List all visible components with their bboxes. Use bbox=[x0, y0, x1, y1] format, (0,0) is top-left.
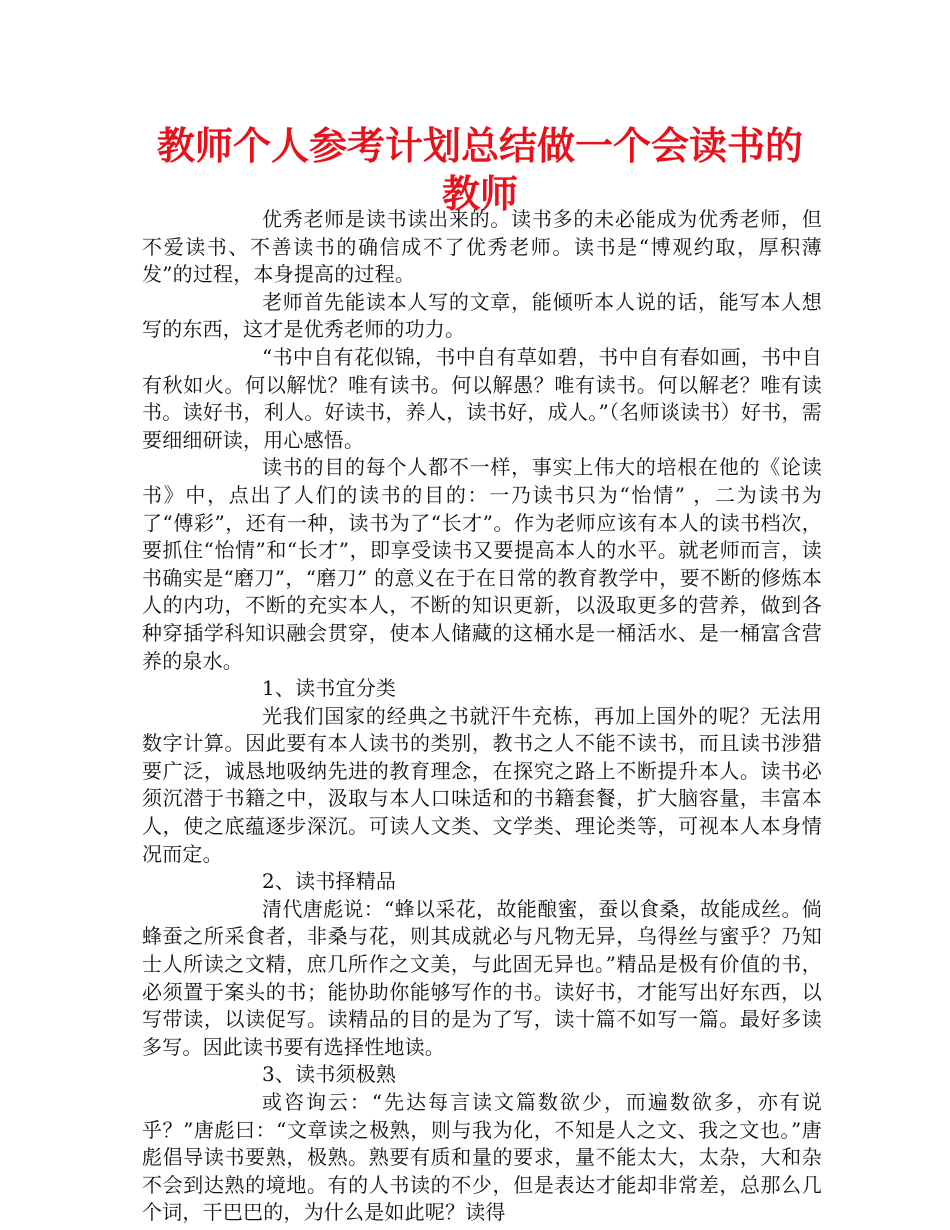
section-heading: 3、读书须极熟 bbox=[262, 1062, 397, 1087]
document-title: 教师个人参考计划总结做一个会读书的教师 bbox=[156, 124, 803, 216]
paragraph: 优秀老师是读书读出来的。读书多的未必能成为优秀老师，但不爱读书、不善读书的确信成不了优秀老师。读书是“博观约取，厚积薄发”的过程，本身提高的过程。 bbox=[142, 207, 822, 287]
paragraph: 老师首先能读本人写的文章，能倾听本人说的话，能写本人想写的东西，这才是优秀老师的功力。 bbox=[142, 289, 822, 342]
paragraph: 光我们国家的经典之书就汗牛充栋，再加上国外的呢？无法用数字计算。因此要有本人读书的类别，教书之人不能不读书，而且读书涉猎要广泛，诚恳地吸纳先进的教育理念，在探究之路上不断提升本人。读书必须沉潜于书籍之中，汲取与本人口味适和的书籍套餐，扩大脑容量，丰富本人，使之底蕴逐步深沉。可读人文类、文学类、理论类等，可视本人本身情况而定。 bbox=[142, 703, 822, 866]
section-heading: 1、读书宜分类 bbox=[262, 676, 397, 701]
paragraph: 或咨询云：“先达每言读文篇数欲少，而遍数欲多，亦有说乎？”唐彪曰：“文章读之极熟，则与我为化，不知是人之文、我之文也。”唐彪倡导读书要熟，极熟。熟要有质和量的要求，量不能太大，太杂，大和杂不会到达熟的境地。有的人书读的不少，但是表达才能却非常差，总那么几个词，干巴巴的，为什么是如此呢？读得 bbox=[142, 1090, 822, 1225]
document-body bbox=[142, 206, 822, 1227]
paragraph: “书中自有花似锦，书中自有草如碧，书中自有春如画，书中自有秋如火。何以解忧？唯有读书。何以解愚？唯有读书。何以解老？唯有读书。读好书，利人。好读书，养人，读书好，成人。”（名师谈读书）好书，需要细细研读，用心感悟。 bbox=[142, 344, 822, 452]
paragraph: 读书的目的每个人都不一样，事实上伟大的培根在他的《论读书》中，点出了人们的读书的目的：一乃读书只为“怡情” ，二为读书为了“傅彩”，还有一种，读书为了“长才”。作为老师应该有本人的读书档次，要抓住“怡情”和“长才”，即享受读书又要提高本人的水平。就老师而言，读书确实是“磨刀”，“磨刀” 的意义在于在日常的教育教学中，要不断的修炼本人的内功，不断的充实本人，不断的知识更新，以汲取更多的营养，做到各种穿插学科知识融会贯穿，使本人储藏的这桶水是一桶活水、是一桶富含营养的泉水。 bbox=[142, 455, 822, 673]
paragraph: 清代唐彪说：“蜂以采花，故能酿蜜，蚕以食桑，故能成丝。倘蜂蚕之所采食者，非桑与花，则其成就必与凡物无异，乌得丝与蜜乎？乃知士人所读之文精，庶几所作之文美，与此固无异也。”精品是极有价值的书，必须置于案头的书；能协助你能够写作的书。读好书，才能写出好东西，以写带读，以读促写。读精品的目的是为了写，读十篇不如写一篇。最好多读多写。因此读书要有选择性地读。 bbox=[142, 896, 822, 1059]
section-heading: 2、读书择精品 bbox=[262, 869, 397, 894]
